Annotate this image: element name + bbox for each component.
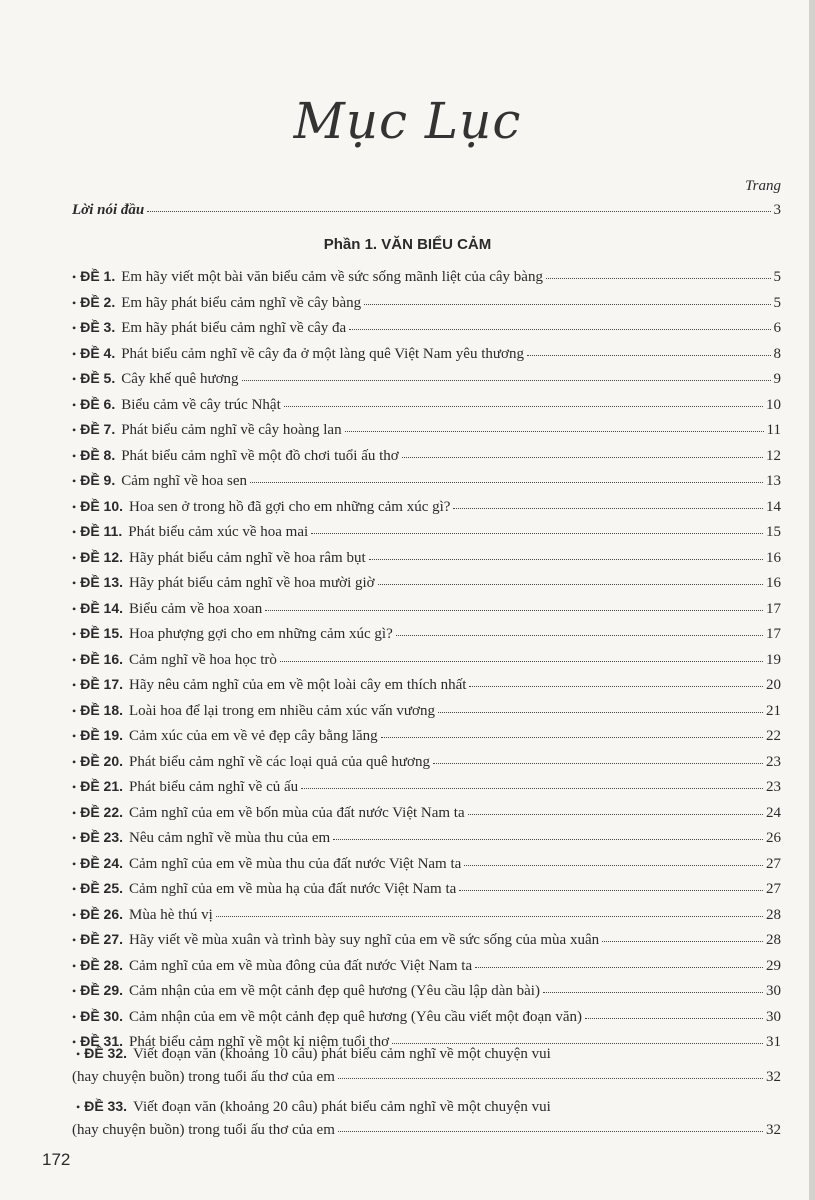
toc-entry	[72, 676, 781, 694]
dot-leader	[311, 533, 763, 534]
entry-number: ĐỀ 17.	[80, 676, 124, 692]
bullet-icon: •	[72, 321, 77, 335]
bullet-icon: •	[72, 576, 77, 590]
entry-text: Phát biểu cảm nghĩ về một đồ chơi tuổi ấu thơ	[121, 447, 399, 464]
bullet-icon: •	[72, 372, 77, 386]
entry-number: ĐỀ 16.	[80, 650, 124, 667]
bullet-icon: •	[76, 1100, 81, 1114]
toc-entry	[72, 727, 781, 745]
toc-entry	[72, 880, 781, 898]
bullet-icon: •	[72, 1035, 77, 1049]
entry-page: 32	[766, 1069, 781, 1085]
entry-number: ĐỀ 18.	[80, 701, 124, 718]
entry-text: Hoa phượng gợi cho em những cảm xúc gì?	[129, 626, 393, 642]
entry-page: 20	[766, 677, 781, 693]
dot-leader	[546, 278, 771, 279]
toc-entry	[72, 294, 781, 312]
bullet-icon: •	[72, 907, 77, 922]
bullet-icon: •	[72, 601, 77, 616]
entry-number: ĐỀ 25.	[80, 880, 124, 896]
dot-leader	[585, 1018, 763, 1019]
toc-entry	[72, 396, 781, 414]
dot-leader	[453, 508, 763, 509]
entry-page: 27	[766, 881, 781, 897]
entry-number: ĐỀ 11.	[80, 523, 123, 539]
intro-page: 3	[773, 202, 781, 218]
dot-leader	[345, 431, 764, 432]
entry-text-cont: (hay chuyện buồn) trong tuổi ấu thơ của em	[72, 1122, 335, 1138]
intro-label: Lời nói đầu	[72, 202, 145, 218]
entry-text: Cảm nghĩ của em về mùa thu của đất nước Việt Nam ta	[129, 855, 462, 872]
dot-leader	[333, 839, 763, 840]
dot-leader	[147, 211, 770, 212]
toc-intro-row	[72, 202, 781, 219]
entry-second-line	[72, 1122, 781, 1139]
bullet-icon: •	[72, 754, 77, 769]
entry-page: 16	[766, 549, 781, 566]
entry-page: 31	[766, 1034, 781, 1050]
entry-number: ĐỀ 2.	[80, 293, 116, 310]
toc-entry	[72, 957, 781, 975]
dot-leader	[402, 457, 763, 458]
entry-text: Em hãy phát biểu cảm nghĩ về cây bàng	[121, 294, 362, 311]
bullet-icon: •	[72, 627, 77, 641]
entry-page: 15	[766, 524, 781, 540]
entry-text: Viết đoạn văn (khoảng 10 câu) phát biểu cảm nghĩ về một chuyện vui	[133, 1046, 551, 1062]
toc-entry	[72, 498, 781, 516]
entry-page: 6	[773, 320, 781, 336]
toc-entry	[72, 1008, 781, 1026]
entry-number: ĐỀ 4.	[80, 344, 116, 361]
entry-page: 17	[766, 600, 781, 617]
dot-leader	[392, 1043, 763, 1044]
dot-leader	[301, 788, 763, 789]
bullet-icon: •	[72, 270, 77, 284]
bullet-icon: •	[72, 780, 77, 794]
entry-page: 23	[766, 753, 781, 770]
entry-number: ĐỀ 19.	[80, 727, 124, 743]
entry-page: 27	[766, 855, 781, 872]
entry-page: 13	[766, 473, 781, 489]
bullet-icon: •	[72, 729, 77, 743]
toc-entry	[72, 447, 781, 465]
entry-text: Em hãy phát biểu cảm nghĩ về cây đa	[121, 320, 347, 336]
toc-entry	[72, 778, 781, 796]
entry-text: Cảm nghĩ của em về mùa hạ của đất nước Việt Nam ta	[129, 881, 457, 897]
toc-entry	[72, 345, 781, 363]
entry-page: 16	[766, 575, 781, 591]
bullet-icon: •	[72, 652, 77, 667]
entry-number: ĐỀ 3.	[80, 319, 116, 335]
entry-page: 14	[766, 498, 781, 515]
toc-entry	[72, 625, 781, 643]
toc-entry	[72, 549, 781, 567]
dot-leader	[527, 355, 771, 356]
entry-number: ĐỀ 27.	[80, 931, 124, 947]
entry-page: 17	[766, 626, 781, 642]
entry-text: Hãy phát biểu cảm nghĩ về hoa râm bụt	[129, 549, 366, 566]
toc-entry	[72, 370, 781, 388]
dot-leader	[468, 814, 763, 815]
bullet-icon: •	[72, 423, 77, 437]
entry-number: ĐỀ 5.	[80, 370, 116, 386]
bullet-icon: •	[72, 295, 77, 310]
entry-number: ĐỀ 8.	[80, 446, 116, 463]
entry-text: Hãy phát biểu cảm nghĩ về hoa mười giờ	[129, 575, 375, 591]
entry-text: Cảm nhận của em về một cảnh đẹp quê hương (Yêu cầu viết một đoạn văn)	[129, 1008, 583, 1025]
toc-entry	[72, 523, 781, 541]
toc-entry	[72, 753, 781, 771]
entry-page: 29	[766, 957, 781, 974]
entry-page: 5	[773, 269, 781, 285]
entry-text: Biểu cảm về cây trúc Nhật	[121, 396, 281, 413]
entry-text: Cảm nghĩ về hoa sen	[121, 473, 248, 489]
dot-leader	[369, 559, 763, 560]
entry-number: ĐỀ 29.	[80, 982, 124, 998]
entry-text: Loài hoa để lại trong em nhiều cảm xúc vấn vương	[129, 702, 435, 719]
bullet-icon: •	[72, 1009, 77, 1024]
entry-text: Phát biểu cảm xúc về hoa mai	[128, 524, 309, 540]
entry-text: Nêu cảm nghĩ về mùa thu của em	[129, 830, 331, 846]
page-column-label: Trang	[745, 178, 781, 194]
entry-page: 32	[766, 1122, 781, 1138]
bullet-icon: •	[72, 933, 77, 947]
bullet-icon: •	[72, 550, 77, 565]
bullet-icon: •	[72, 958, 77, 973]
dot-leader	[280, 661, 763, 662]
entry-text: Phát biểu cảm nghĩ về các loại quả của quê hương	[129, 753, 430, 770]
entry-number: ĐỀ 14.	[80, 599, 124, 616]
toc-entry	[72, 906, 781, 924]
entry-number: ĐỀ 31.	[80, 1033, 124, 1049]
toc-entry	[72, 319, 781, 337]
entry-page: 9	[773, 371, 781, 387]
entry-number: ĐỀ 23.	[80, 829, 124, 845]
bullet-icon: •	[72, 397, 77, 412]
entry-page: 30	[766, 1008, 781, 1025]
entry-number: ĐỀ 15.	[80, 625, 124, 641]
entry-text: Mùa hè thú vị	[129, 906, 213, 923]
toc-entry	[72, 702, 781, 720]
entry-text: Cảm nghĩ về hoa học trò	[129, 651, 277, 668]
entry-number: ĐỀ 22.	[80, 803, 124, 820]
entry-text: Cảm nhận của em về một cảnh đẹp quê hương (Yêu cầu lập dàn bài)	[129, 983, 540, 999]
entry-text: Biểu cảm về hoa xoan	[129, 600, 263, 617]
entry-page: 22	[766, 728, 781, 744]
dot-leader	[364, 304, 770, 305]
bullet-icon: •	[72, 805, 77, 820]
entry-page: 21	[766, 702, 781, 719]
toc-entry	[72, 421, 781, 439]
dot-leader	[543, 992, 763, 993]
entry-number: ĐỀ 6.	[80, 395, 116, 412]
dot-leader	[216, 916, 763, 917]
entry-number: ĐỀ 20.	[80, 752, 124, 769]
dot-leader	[338, 1131, 763, 1132]
part-heading: Phần 1. VĂN BIỂU CẢM	[323, 236, 492, 253]
dot-leader	[459, 890, 763, 891]
toc-long-entry	[72, 1045, 781, 1086]
entry-number: ĐỀ 13.	[80, 574, 124, 590]
dot-leader	[378, 584, 763, 585]
entry-number: ĐỀ 1.	[80, 268, 116, 284]
entry-number: ĐỀ 21.	[80, 778, 124, 794]
dot-leader	[438, 712, 763, 713]
entry-text: Viết đoạn văn (khoảng 20 câu) phát biểu cảm nghĩ về một chuyện vui	[133, 1099, 551, 1115]
page-number: 172	[42, 1150, 71, 1169]
dot-leader	[381, 737, 763, 738]
toc-entry	[72, 268, 781, 286]
entry-number: ĐỀ 28.	[80, 956, 124, 973]
entry-first-line	[72, 1098, 781, 1116]
toc-entry	[72, 804, 781, 822]
entry-number: ĐỀ 10.	[80, 497, 124, 514]
bullet-icon: •	[72, 882, 77, 896]
entry-number: ĐỀ 32.	[84, 1045, 128, 1061]
page-title: Mục Lục	[293, 92, 522, 150]
dot-leader	[338, 1078, 763, 1079]
entry-page: 12	[766, 447, 781, 464]
entry-text: Cảm xúc của em về vẻ đẹp cây bằng lăng	[129, 728, 378, 744]
dot-leader	[475, 967, 763, 968]
dot-leader	[469, 686, 763, 687]
bullet-icon: •	[72, 499, 77, 514]
entry-number: ĐỀ 12.	[80, 548, 124, 565]
bullet-icon: •	[72, 703, 77, 718]
entry-text: Hoa sen ở trong hồ đã gợi cho em những cảm xúc gì?	[129, 498, 451, 515]
entry-page: 28	[766, 906, 781, 923]
toc-entry	[72, 651, 781, 669]
entry-text: Phát biểu cảm nghĩ về cây đa ở một làng quê Việt Nam yêu thương	[121, 345, 524, 362]
entry-number: ĐỀ 30.	[80, 1007, 124, 1024]
dot-leader	[242, 380, 771, 381]
entry-text: Phát biểu cảm nghĩ về một kỉ niệm tuổi thơ	[129, 1034, 389, 1050]
bullet-icon: •	[72, 448, 77, 463]
bullet-icon: •	[72, 525, 77, 539]
entry-text: Cảm nghĩ của em về bốn mùa của đất nước Việt Nam ta	[129, 804, 465, 821]
dot-leader	[433, 763, 763, 764]
page-edge	[809, 0, 815, 1200]
entry-text: Phát biểu cảm nghĩ về củ ấu	[129, 779, 299, 795]
entry-page: 19	[766, 651, 781, 668]
dot-leader	[250, 482, 763, 483]
dot-leader	[265, 610, 763, 611]
entry-text: Hãy viết về mùa xuân và trình bày suy nghĩ của em về sức sống của mùa xuân	[129, 932, 600, 948]
entry-page: 30	[766, 983, 781, 999]
bullet-icon: •	[72, 678, 77, 692]
entry-number: ĐỀ 33.	[84, 1098, 128, 1114]
toc-long-entry	[72, 1098, 781, 1139]
bullet-icon: •	[72, 856, 77, 871]
entry-second-line	[72, 1069, 781, 1086]
dot-leader	[396, 635, 763, 636]
entry-text: Em hãy viết một bài văn biểu cảm về sức sống mãnh liệt của cây bàng	[121, 269, 543, 285]
dot-leader	[349, 329, 770, 330]
entry-page: 11	[766, 422, 781, 438]
bullet-icon: •	[72, 346, 77, 361]
entry-text: Cây khế quê hương	[121, 371, 239, 387]
bullet-icon: •	[72, 984, 77, 998]
entry-first-line	[72, 1045, 781, 1063]
entry-text: Hãy nêu cảm nghĩ của em về một loài cây em thích nhất	[129, 677, 467, 693]
entry-number: ĐỀ 9.	[80, 472, 116, 488]
entry-page: 26	[766, 830, 781, 846]
dot-leader	[602, 941, 763, 942]
bullet-icon: •	[72, 831, 77, 845]
entry-number: ĐỀ 24.	[80, 854, 124, 871]
entry-page: 10	[766, 396, 781, 413]
entry-number: ĐỀ 26.	[80, 905, 124, 922]
toc-entry	[72, 600, 781, 618]
toc-entry	[72, 855, 781, 873]
toc-entry	[72, 472, 781, 490]
entry-page: 28	[766, 932, 781, 948]
entry-page: 23	[766, 779, 781, 795]
dot-leader	[284, 406, 763, 407]
bullet-icon: •	[72, 474, 77, 488]
bullet-icon: •	[76, 1047, 81, 1061]
entry-number: ĐỀ 7.	[80, 421, 116, 437]
dot-leader	[464, 865, 763, 866]
entry-text: Phát biểu cảm nghĩ về cây hoàng lan	[121, 422, 342, 438]
entry-page: 24	[766, 804, 781, 821]
entry-page: 5	[773, 294, 781, 311]
toc-entry	[72, 931, 781, 949]
toc-entry	[72, 574, 781, 592]
entry-page: 8	[773, 345, 781, 362]
entry-text: Cảm nghĩ của em về mùa đông của đất nước Việt Nam ta	[129, 957, 473, 974]
entry-text-cont: (hay chuyện buồn) trong tuổi ấu thơ của em	[72, 1069, 335, 1085]
toc-entry	[72, 982, 781, 1000]
toc-entry	[72, 829, 781, 847]
